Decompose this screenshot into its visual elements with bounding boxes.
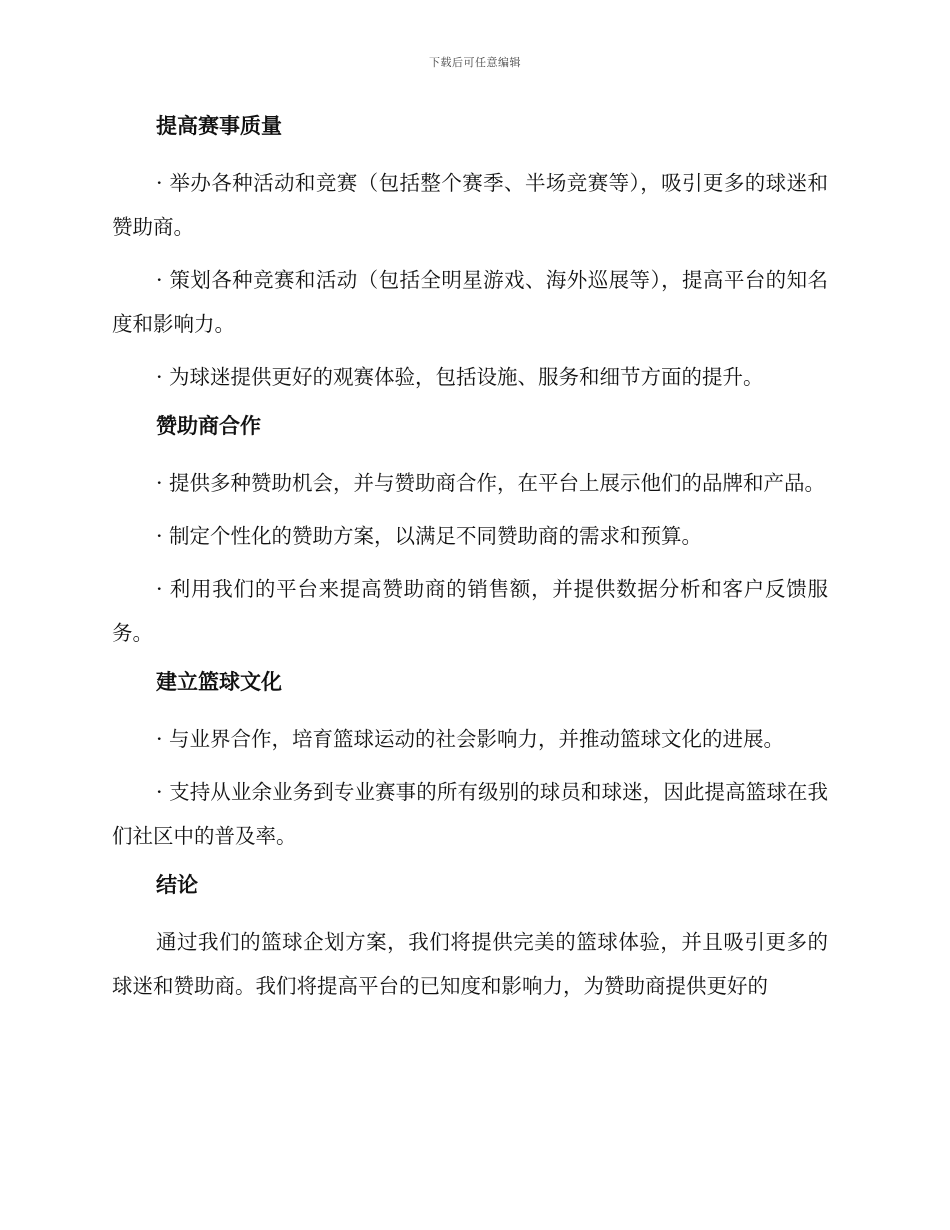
- section-heading: 提高赛事质量: [156, 113, 282, 138]
- page-header: 下载后可任意编辑: [429, 56, 521, 69]
- section-sponsor-cooperation: [112, 408, 828, 655]
- section-conclusion: [112, 867, 828, 1008]
- conclusion-paragraph: 通过我们的篮球企划方案，我们将提供完美的篮球体验，并且吸引更多的球迷和赞助商。我们将提高平台的已知度和影响力，为赞助商提供更好的: [112, 930, 828, 998]
- bullet-paragraph: · 支持从业余业务到专业赛事的所有级别的球员和球迷，因此提高篮球在我们社区中的普及率。: [112, 780, 828, 848]
- section-event-quality: [112, 108, 828, 399]
- section-heading: 建立篮球文化: [156, 669, 282, 694]
- bullet-paragraph: · 提供多种赞助机会，并与赞助商合作，在平台上展示他们的品牌和产品。: [156, 471, 826, 495]
- bullet-paragraph: · 为球迷提供更好的观赛体验，包括设施、服务和细节方面的提升。: [156, 365, 764, 389]
- section-basketball-culture: [112, 664, 828, 858]
- bullet-paragraph: · 制定个性化的赞助方案，以满足不同赞助商的需求和预算。: [156, 524, 703, 548]
- bullet-paragraph: · 举办各种活动和竞赛（包括整个赛季、半场竞赛等），吸引更多的球迷和赞助商。: [112, 171, 828, 239]
- bullet-paragraph: · 利用我们的平台来提高赞助商的销售额，并提供数据分析和客户反馈服务。: [112, 577, 828, 645]
- bullet-paragraph: · 策划各种竞赛和活动（包括全明星游戏、海外巡展等），提高平台的知名度和影响力。: [112, 268, 828, 336]
- bullet-paragraph: · 与业界合作，培育篮球运动的社会影响力，并推动篮球文化的进展。: [156, 727, 785, 751]
- document-body: [112, 108, 828, 1017]
- section-heading: 赞助商合作: [156, 413, 261, 438]
- section-heading: 结论: [156, 872, 198, 897]
